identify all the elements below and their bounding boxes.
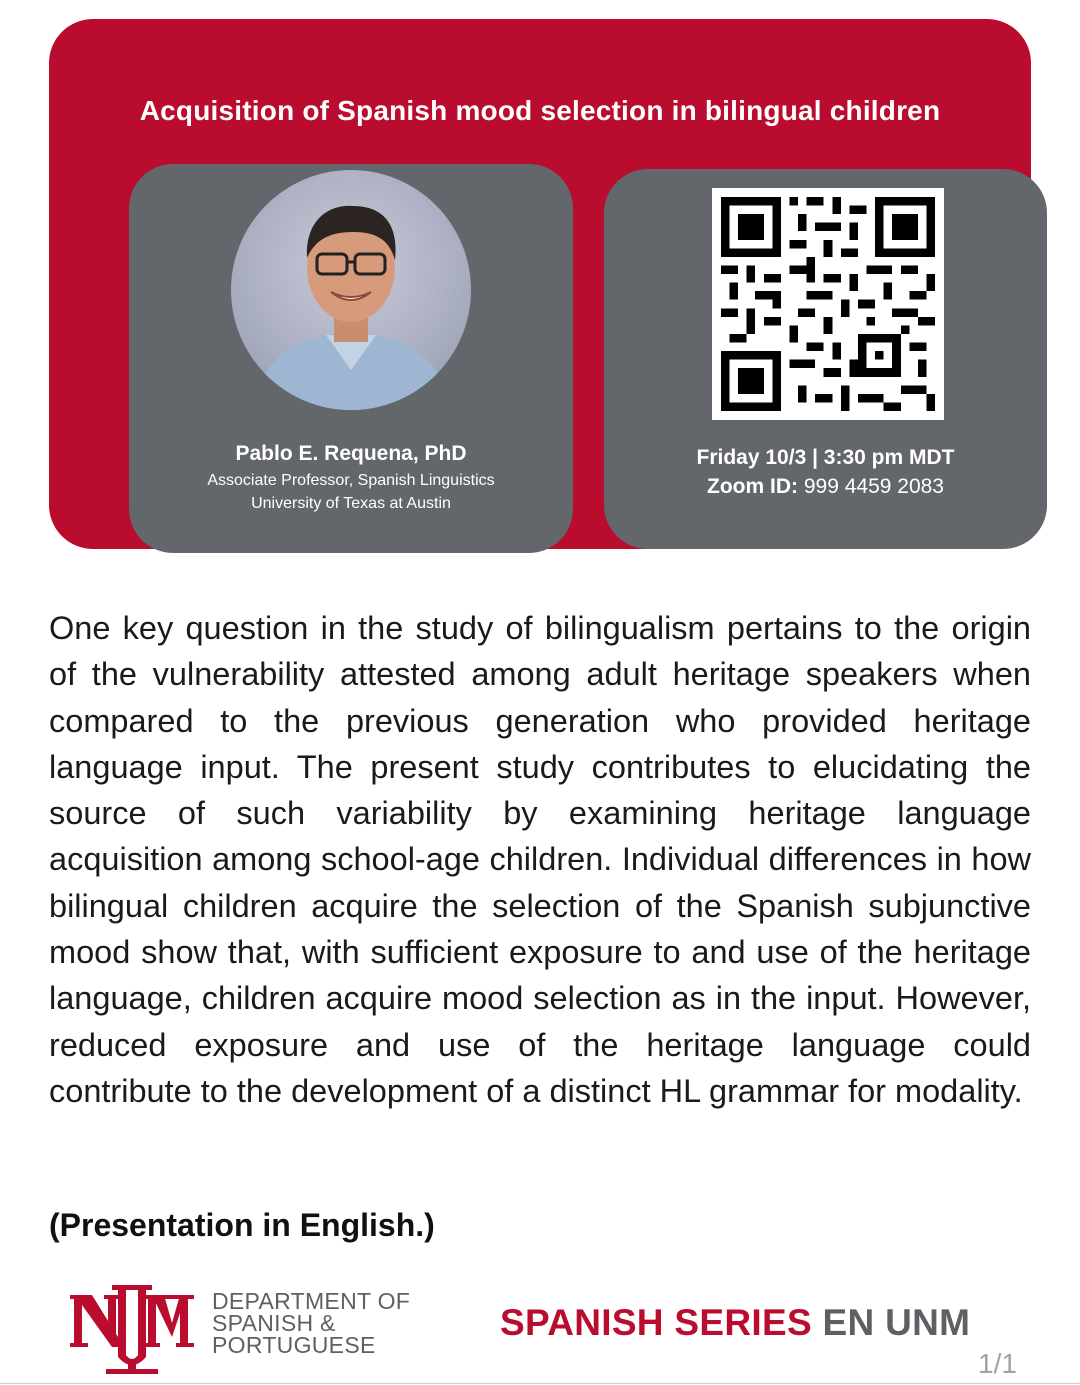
speaker-card bbox=[129, 164, 573, 553]
event-date-time: Friday 10/3 | 3:30 pm MDT bbox=[696, 446, 955, 469]
language-note: (Presentation in English.) bbox=[49, 1207, 435, 1243]
speaker-role: Associate Professor, Spanish Linguistics bbox=[207, 472, 495, 489]
series-title bbox=[500, 1302, 970, 1344]
dept-line-3: PORTUGUESE bbox=[212, 1332, 376, 1358]
qr-code[interactable] bbox=[712, 188, 944, 420]
unm-logo-icon bbox=[68, 1283, 194, 1375]
speaker-university: University of Texas at Austin bbox=[251, 495, 451, 512]
event-banner bbox=[49, 19, 1031, 549]
series-title-gray: EN UNM bbox=[822, 1302, 971, 1343]
talk-title: Acquisition of Spanish mood selection in bilingual children bbox=[139, 95, 941, 126]
dept-line-2: SPANISH & bbox=[212, 1310, 336, 1336]
zoom-id-value: 999 4459 2083 bbox=[803, 475, 944, 498]
speaker-photo bbox=[231, 170, 471, 410]
department-name bbox=[212, 1290, 410, 1356]
page-indicator: 1/1 bbox=[978, 1348, 1017, 1379]
speaker-portrait-image bbox=[231, 170, 471, 410]
event-card bbox=[604, 169, 1047, 549]
abstract-text: One key question in the study of bilingualism pertains to the origin of the vulnerability attested among adult heritage speakers when compared to the previous generation who provided heritage language input. The present study contributes to elucidating the source of such variability by examining heritage language acquisition among school-age children. Individual differences in how bilingual children acquire the selection of the Spanish subjunctive mood show that, with sufficient exposure to and use of the heritage language, children acquire mood selection as in the input. However, reduced exposure and use of the heritage language could contribute to the development of a distinct HL grammar for modality. bbox=[49, 610, 1031, 1109]
series-title-red: SPANISH SERIES bbox=[500, 1302, 812, 1343]
zoom-label: Zoom ID: bbox=[707, 475, 798, 498]
bottom-divider bbox=[0, 1383, 1080, 1384]
qr-code-icon bbox=[721, 197, 935, 411]
speaker-name: Pablo E. Requena, PhD bbox=[235, 442, 467, 465]
dept-line-1: DEPARTMENT OF bbox=[212, 1288, 411, 1314]
event-zoom-id bbox=[604, 475, 1047, 499]
